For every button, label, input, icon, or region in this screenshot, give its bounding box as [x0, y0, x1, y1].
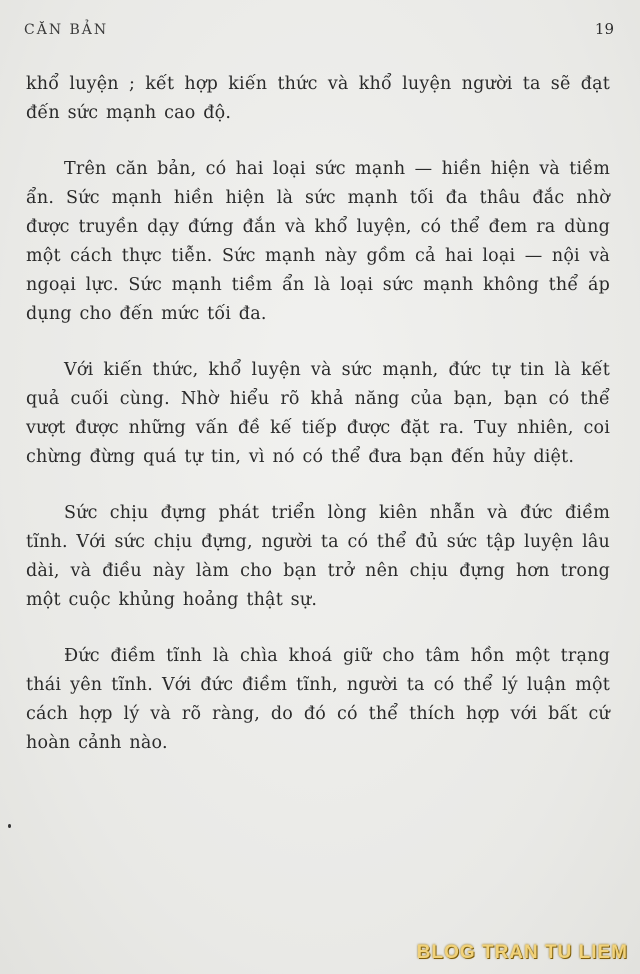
page-number: 19 [594, 20, 614, 38]
running-head-title: CĂN BẢN [24, 22, 109, 38]
blog-watermark: BLOG TRAN TU LIEM [416, 942, 628, 963]
page-body-text [26, 70, 610, 785]
paragraph-4: Sức chịu đựng phát triển lòng kiên nhẫn và đức điềm tĩnh. Với sức chịu đựng, người ta có thể đủ sức tập luyện lâu dài, và điều này làm cho bạn trở nên chịu đựng hơn trong một cuộc khủng hoảng thật sự. [26, 503, 610, 610]
paragraph-1: khổ luyện ; kết hợp kiến thức và khổ luyện người ta sẽ đạt đến sức mạnh cao độ. [26, 74, 610, 123]
paragraph-5: Đức điềm tĩnh là chìa khoá giữ cho tâm hồn một trạng thái yên tĩnh. Với đức điềm tĩnh, người ta có thể lý luận một cách hợp lý và rõ ràng, do đó có thể thích hợp với bất cứ hoàn cảnh nào. [26, 646, 610, 753]
paragraph-3: Với kiến thức, khổ luyện và sức mạnh, đức tự tin là kết quả cuối cùng. Nhờ hiểu rõ khả năng của bạn, bạn có thể vượt được những vấn đề kế tiếp được đặt ra. Tuy nhiên, coi chừng đừng quá tự tin, vì nó có thể đưa bạn đến hủy diệt. [26, 360, 610, 467]
paragraph-2: Trên căn bản, có hai loại sức mạnh — hiền hiện và tiềm ẩn. Sức mạnh hiền hiện là sức mạnh tối đa thâu đắc nhờ được truyền dạy đứng đắn và khổ luyện, có thể đem ra dùng một cách thực tiễn. Sức mạnh này gồm cả hai loại — nội và ngoại lực. Sức mạnh tiềm ẩn là loại sức mạnh không thể áp dụng cho đến mức tối đa. [26, 159, 610, 324]
ink-speck [8, 824, 11, 828]
